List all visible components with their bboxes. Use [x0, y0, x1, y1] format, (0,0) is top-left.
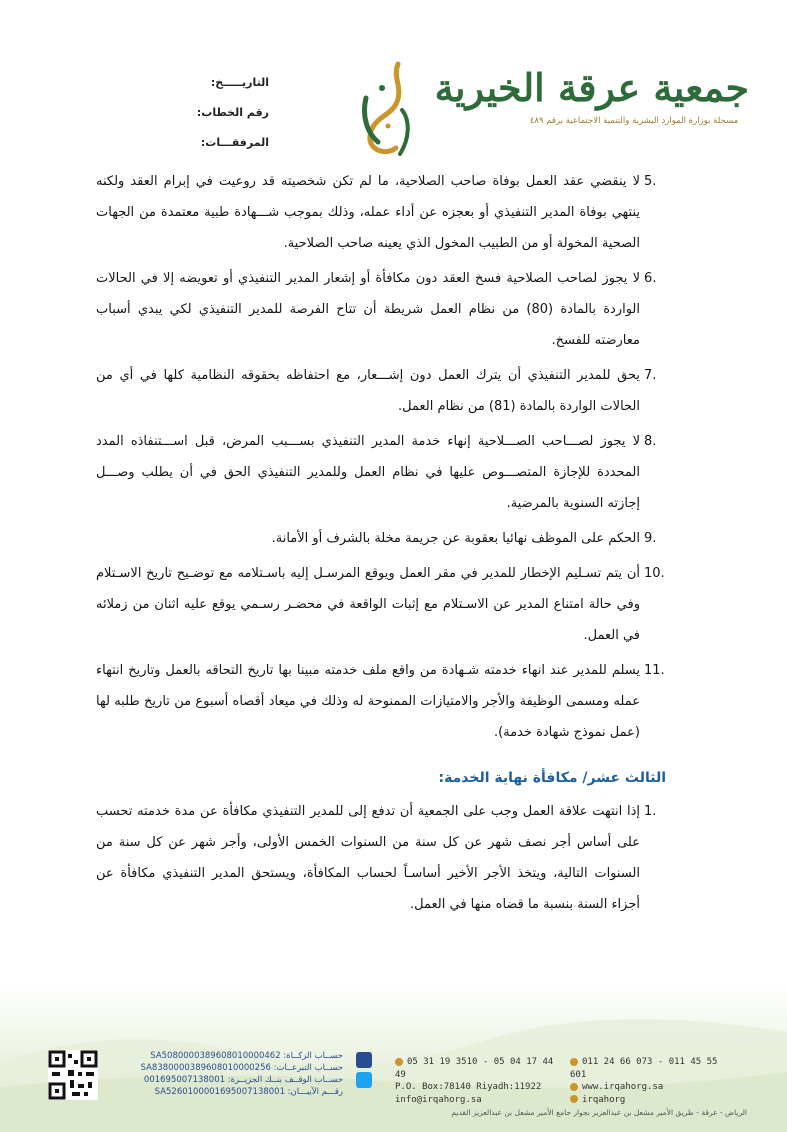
clause-number: 5. [644, 174, 657, 189]
contact-right [570, 1056, 730, 1106]
clause-text: أن يتم تسـليم الإخطار للمدير في مقر العمل ويوقع المرسـل إليه باسـتلامه مع توضـيح تاريخ الاسـتلام وفي حالة امتناع المدير عن الاسـتلام مع إثبات الواقعة في محضـر رسـمي يوقع عليه اثنان من زملائه في العمل. [96, 566, 640, 643]
clause-number: 8. [644, 434, 657, 449]
phone-icon [570, 1058, 578, 1066]
bank-accounts [118, 1050, 343, 1098]
bank-logo-icon [356, 1052, 372, 1068]
logo-subtitle: مسجلة بوزارة الموارد البشرية والتنمية الاجتماعية برقم ٤٨٩ [529, 116, 739, 126]
bank-icons [356, 1052, 378, 1092]
clause-item [96, 558, 666, 651]
mobile-numbers: 05 31 19 3510 - 05 04 17 44 49 [395, 1057, 554, 1080]
social-icons [570, 1095, 578, 1103]
clause-item [96, 655, 666, 748]
email-address[interactable]: info@irqahorg.sa [395, 1094, 482, 1105]
logo-title: جمعية عرقة الخيرية [434, 65, 749, 110]
letter-meta [134, 73, 269, 163]
twitter-icon [356, 1072, 372, 1088]
contact-left [395, 1056, 555, 1106]
clause-text: لا يجوز لصـــاحب الصـــلاحية إنهاء خدمة المدير التنفيذي بســـبب المرض، قبل اســـتنفاذه المدد المحددة للإجازة المتصـــوص عليها في نظام العمل وللمدير التنفيذي الحق في أن يطلب وصـــل إجازته السنوية بالمرضية. [96, 434, 640, 511]
clause-text: لا ينقضي عقد العمل بوفاة صاحب الصلاحية، ما لم تكن شخصيته قد روعيت في إبرام العقد ولكنه ينتهي بوفاة المدير التنفيذي أو بعجزه عن أداء عمله، وذلك بموجب شـــهادة طبية معتمدة من الجهات الصحية المخولة أو من الطبيب المخول الذي يعينه صاحب الصلاحية. [96, 174, 640, 251]
bank-account-iban: رقـــم الآيبـــان: SA5260100001695007138001 [154, 1087, 343, 1097]
clause-item [96, 263, 666, 356]
clause-number: 10. [644, 566, 665, 581]
clause-text: لا يجوز لصاحب الصلاحية فسخ العقد دون مكافأة أو إشعار المدير التنفيذي أو تعويضه إلا في الحالات الواردة بالمادة (80) من نظام العمل شريطة أن تتاح الفرصة للمدير التنفيذي لكي يبدي أسباب معارضته للفسخ. [96, 271, 640, 348]
clause-text: يسلم للمدير عند انهاء خدمته شـهادة من واقع ملف خدمته مبينا بها تاريخ التحاقه بالعمل وتاريخ انتهاء عمله ومسمى الوظيفة والأجر والامتيازات الممنوحة له وذلك في ميعاد أقصاه أسبوع من تاريخ طلبه لها (عمل نموذج شهادة خدمة). [96, 663, 640, 740]
clause-item [96, 796, 666, 920]
clause-item [96, 166, 666, 259]
phone-numbers: 011 24 66 073 - 011 45 55 601 [570, 1057, 718, 1080]
clause-number: 6. [644, 271, 657, 286]
meta-date: التاريـــــخ: [210, 76, 269, 89]
document-body [96, 166, 666, 924]
clause-number: 11. [644, 663, 665, 678]
meta-reference: رقم الخطاب: [196, 106, 269, 119]
qr-code-icon [48, 1050, 98, 1100]
po-box: P.O. Box:78140 Riyadh:11922 [395, 1082, 542, 1092]
social-handle[interactable]: irqahorg [582, 1094, 626, 1105]
meta-attachments: المرفقـــات: [200, 136, 269, 149]
clause-number: 1. [644, 804, 657, 819]
clause-item [96, 426, 666, 519]
clause-number: 9. [644, 531, 657, 546]
bank-account-zakat: حســاب الزكــاة: SA5080000389608010000462 [150, 1051, 343, 1061]
clause-text: الحكم على الموظف نهائيا بعقوبة عن جريمة مخلة بالشرف أو الأمانة. [271, 531, 640, 546]
globe-icon [570, 1083, 578, 1091]
mobile-icon [395, 1058, 403, 1066]
bank-account-donations: حســاب التبرعــات: SA8380000389608010000256 [140, 1063, 343, 1073]
clause-text: إذا انتهت علاقة العمل وجب على الجمعية أن تدفع إلى للمدير التنفيذي مكافأة عن مدة خدمته تحسب على أساس أجر نصف شهر عن كل سنة من السنوات الخمس الأولى، وأجر شهر عن كل سنة من السنوات التالية، ويتخذ الأجر الأخير أساسـاً لحساب المكافأة، ويستحق المدير التنفيذي مكافأة عن أجزاء السنة بنسبة ما قضاه منها في العمل. [96, 804, 640, 912]
clause-item [96, 360, 666, 422]
clause-text: يحق للمدير التنفيذي أن يترك العمل دون إشـــعار، مع احتفاظه بحقوقه النظامية كلها في أي من الحالات الواردة بالمادة (81) من نظام العمل. [96, 368, 640, 414]
section-heading: الثالث عشر/ مكافأة نهاية الخدمة: [438, 770, 666, 786]
bank-account-waqf: حســاب الوقــف بنــك الجزيــرة: 001695007138001 [143, 1075, 343, 1085]
address-line: الرياض - عرقة - طريق الأمير مشعل بن عبدالعزيز بجوار جامع الأمير مشعل بن عبدالعزيز القديم [451, 1108, 747, 1117]
clause-item [96, 523, 666, 554]
website-link[interactable]: www.irqahorg.sa [582, 1082, 664, 1092]
organization-logo [434, 64, 749, 126]
clause-number: 7. [644, 368, 657, 383]
calligraphy-emblem-icon [352, 58, 418, 162]
